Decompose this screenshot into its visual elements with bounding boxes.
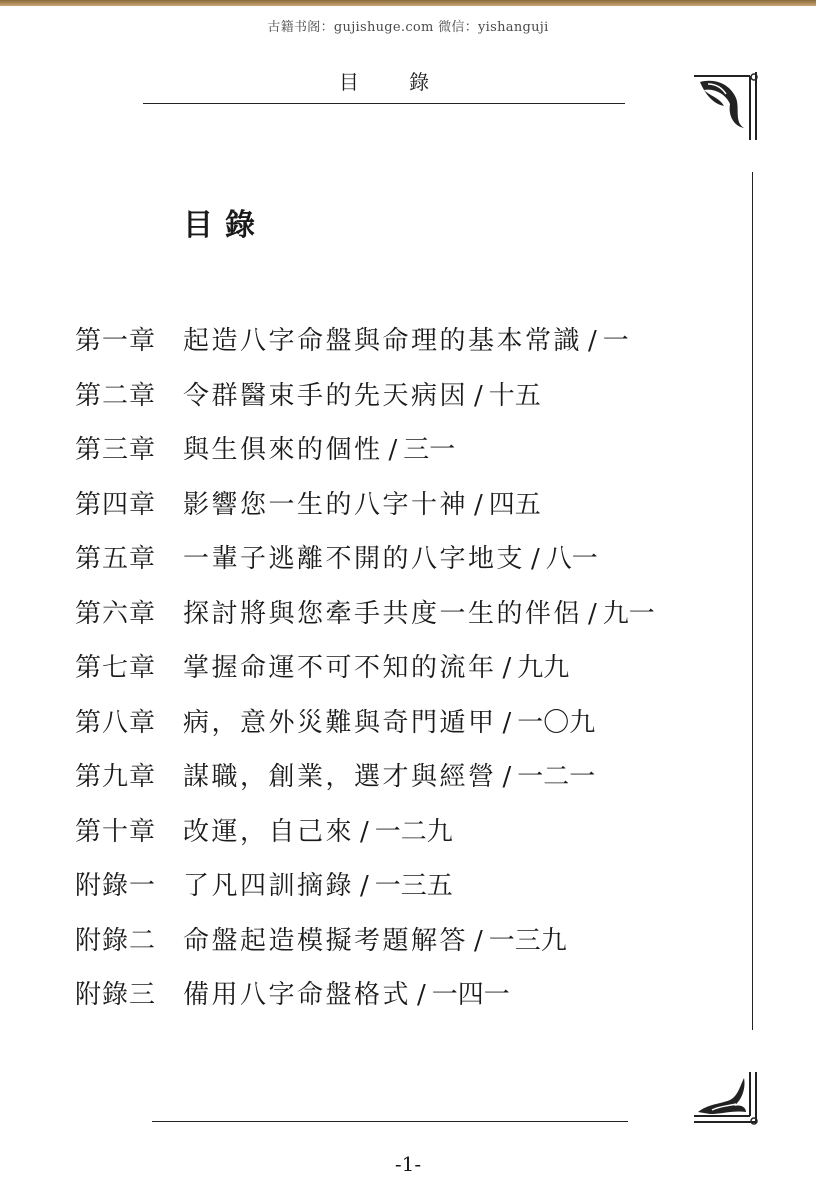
toc-title: 令群醫束手的先天病因 xyxy=(183,380,469,411)
toc-separator: / xyxy=(588,326,597,356)
watermark: 古籍书阁：gujishuge.com 微信：yishanguji xyxy=(267,20,549,35)
toc-separator: / xyxy=(502,707,512,738)
toc-row[interactable] xyxy=(75,863,735,918)
toc-page: 一〇九 xyxy=(517,707,596,738)
toc-row[interactable] xyxy=(75,700,735,755)
top-border-bar xyxy=(0,0,816,6)
toc-title: 掌握命運不可不知的流年 xyxy=(183,653,497,683)
toc-chapter: 第七章 xyxy=(75,653,157,683)
toc-title: 起造八字命盤與命理的基本常識 xyxy=(183,326,583,356)
toc-separator: / xyxy=(588,598,597,629)
toc-separator: / xyxy=(388,435,398,465)
toc-chapter: 附錄二 xyxy=(75,925,157,956)
toc-page: 八一 xyxy=(545,544,598,574)
toc-title: 備用八字命盤格式 xyxy=(183,980,412,1010)
toc-row[interactable] xyxy=(75,918,735,973)
toc-page: 一四一 xyxy=(431,980,510,1010)
toc-page: 九九 xyxy=(517,653,570,683)
toc-chapter: 第四章 xyxy=(75,489,157,520)
table-of-contents xyxy=(75,318,735,1027)
toc-separator: / xyxy=(474,489,483,520)
footer-rule xyxy=(152,1121,628,1122)
toc-row[interactable] xyxy=(75,536,735,591)
toc-separator: / xyxy=(360,816,369,847)
header-rule xyxy=(143,103,625,104)
corner-ornament-icon xyxy=(690,1070,760,1126)
toc-title: 改運，自己來 xyxy=(183,816,355,847)
page-title: 目錄 xyxy=(183,208,267,243)
toc-chapter: 第二章 xyxy=(75,380,157,411)
toc-chapter: 第九章 xyxy=(75,762,157,792)
toc-title: 一輩子逃離不開的八字地支 xyxy=(183,544,526,574)
toc-title: 病，意外災難與奇門遁甲 xyxy=(183,707,497,738)
toc-row[interactable] xyxy=(75,809,735,864)
toc-separator: / xyxy=(417,980,426,1010)
toc-title: 謀職，創業，選才與經營 xyxy=(183,762,497,792)
toc-page: 九一 xyxy=(602,598,655,629)
toc-separator: / xyxy=(502,653,512,683)
toc-row[interactable] xyxy=(75,318,735,373)
corner-ornament-icon xyxy=(690,70,760,142)
toc-separator: / xyxy=(531,544,540,574)
toc-page: 一三五 xyxy=(374,871,453,901)
toc-row[interactable] xyxy=(75,645,735,700)
toc-page: 一三九 xyxy=(488,925,567,956)
toc-chapter: 第一章 xyxy=(75,326,157,356)
toc-page: 四五 xyxy=(488,489,541,520)
toc-title: 影響您一生的八字十神 xyxy=(183,489,469,520)
toc-chapter: 附錄一 xyxy=(75,871,157,901)
toc-page: 一二一 xyxy=(517,762,596,792)
toc-row[interactable] xyxy=(75,972,735,1027)
toc-row[interactable] xyxy=(75,754,735,809)
toc-row[interactable] xyxy=(75,482,735,537)
toc-title: 命盤起造模擬考題解答 xyxy=(183,925,469,956)
toc-page: 十五 xyxy=(488,380,541,411)
side-rule xyxy=(752,172,753,1030)
toc-separator: / xyxy=(474,380,483,411)
running-head: 目 錄 xyxy=(338,70,452,94)
toc-page: 一 xyxy=(602,326,629,356)
toc-title: 與生俱來的個性 xyxy=(183,435,383,465)
toc-separator: / xyxy=(474,925,483,956)
toc-page: 一二九 xyxy=(374,816,453,847)
toc-row[interactable] xyxy=(75,591,735,646)
toc-row[interactable] xyxy=(75,427,735,482)
toc-page: 三一 xyxy=(403,435,456,465)
toc-separator: / xyxy=(502,762,512,792)
toc-row[interactable] xyxy=(75,373,735,428)
toc-chapter: 第十章 xyxy=(75,816,157,847)
toc-chapter: 第八章 xyxy=(75,707,157,738)
toc-title: 探討將與您牽手共度一生的伴侶 xyxy=(183,598,583,629)
toc-separator: / xyxy=(360,871,369,901)
toc-chapter: 第三章 xyxy=(75,435,157,465)
toc-chapter: 附錄三 xyxy=(75,980,157,1010)
toc-title: 了凡四訓摘錄 xyxy=(183,871,355,901)
toc-chapter: 第五章 xyxy=(75,544,157,574)
page-number: -1- xyxy=(394,1152,422,1176)
toc-chapter: 第六章 xyxy=(75,598,157,629)
